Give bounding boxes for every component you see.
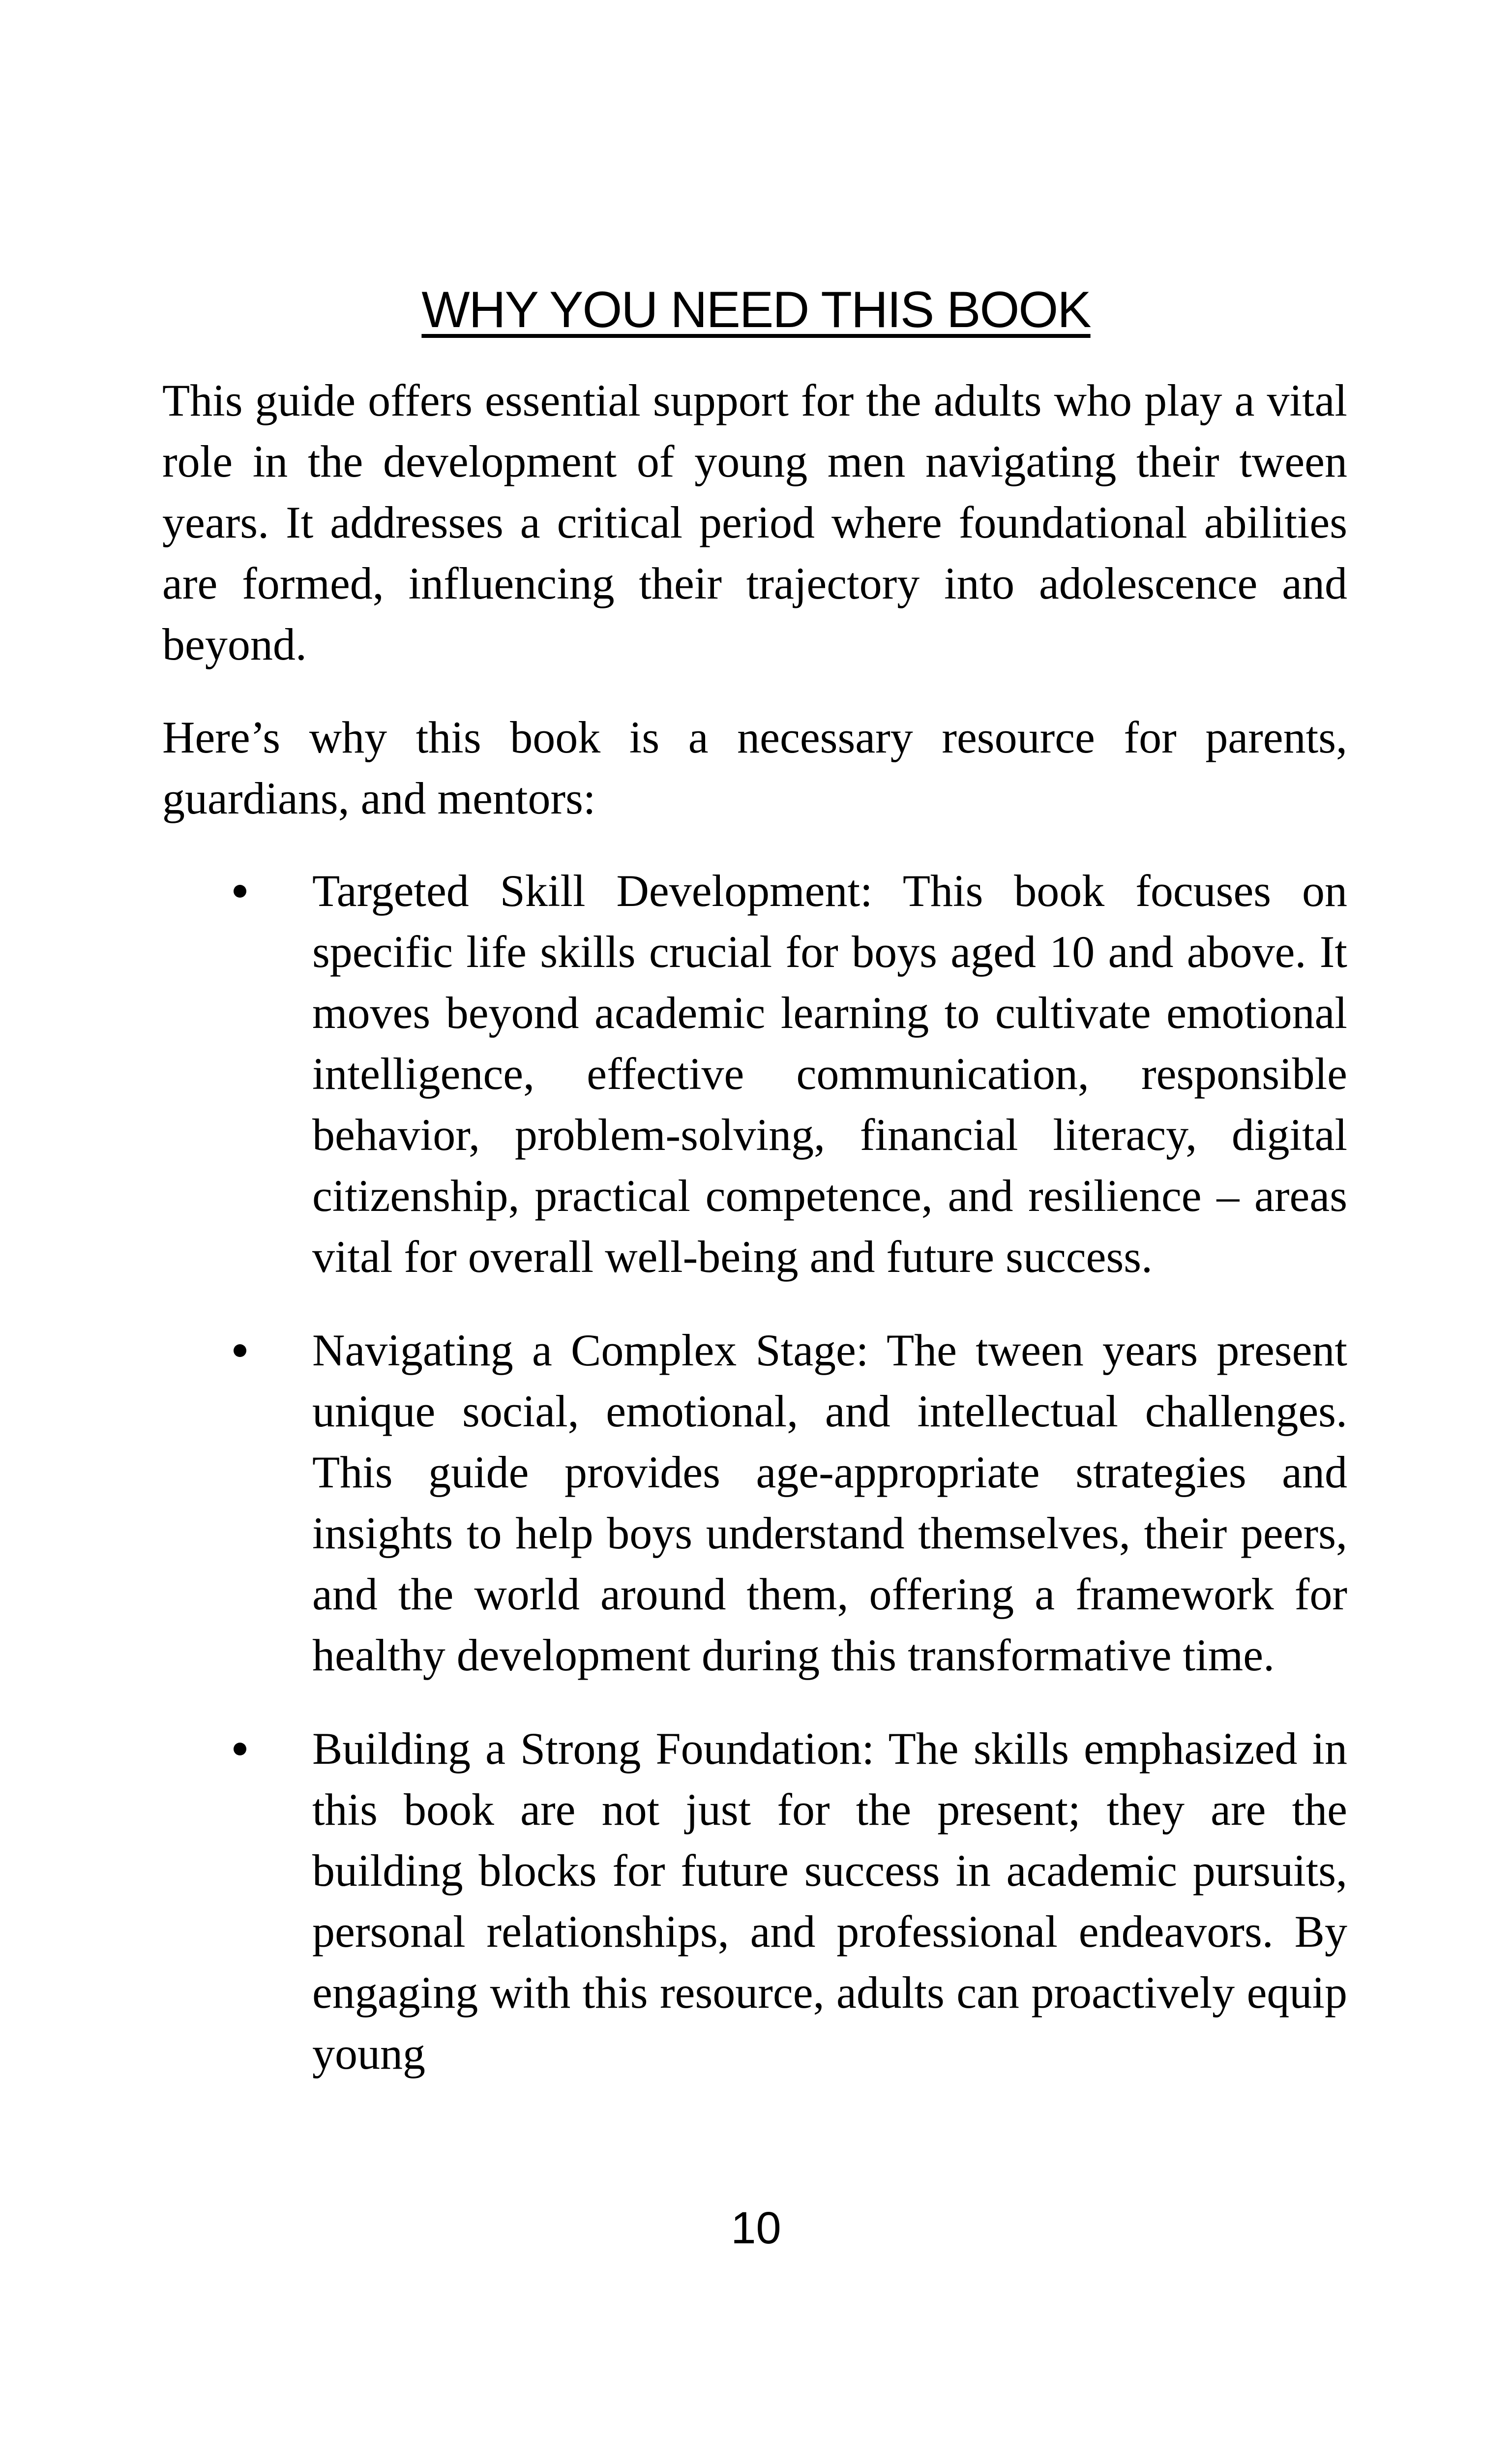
reasons-list bbox=[162, 860, 1347, 2116]
bullet-icon bbox=[234, 885, 246, 898]
page-number: 10 bbox=[731, 2203, 781, 2253]
reasons-lead-paragraph: Here’s why this book is a necessary resource for parents, guardians, and mentors: bbox=[162, 712, 1347, 823]
list-item-text: Building a Strong Foundation: The skills emphasized in this book are not just for the present; they are the building blocks for future success in academic pursuits, personal relationships, and professional endeavors. By engaging with this resource, adults can proactively equip young bbox=[312, 1723, 1347, 2079]
list-item bbox=[162, 1320, 1347, 1686]
list-item bbox=[162, 1718, 1347, 2084]
bullet-icon bbox=[234, 1743, 246, 1755]
list-item bbox=[162, 860, 1347, 1287]
section-heading: WHY YOU NEED THIS BOOK bbox=[421, 281, 1091, 338]
intro-paragraph: This guide offers essential support for the adults who play a vital role in the development of young men navigating their tween years. It addresses a critical period where foundational abilities are formed, influencing their trajectory into adolescence and beyond. bbox=[162, 375, 1347, 669]
list-item-text: Targeted Skill Development: This book focuses on specific life skills crucial for boys aged 10 and above. It moves beyond academic learning to cultivate emotional intelligence, effective communication, responsible behavior, problem-solving, financial literacy, digital citizenship, practical competence, and resilience – areas vital for overall well-being and future success. bbox=[312, 866, 1347, 1282]
bullet-icon bbox=[234, 1344, 246, 1357]
list-item-text: Navigating a Complex Stage: The tween years present unique social, emotional, and intellectual challenges. This guide provides age-appropriate strategies and insights to help boys understand themselves, their peers, and the world around them, offering a framework for healthy development during this transformative time. bbox=[312, 1325, 1347, 1680]
